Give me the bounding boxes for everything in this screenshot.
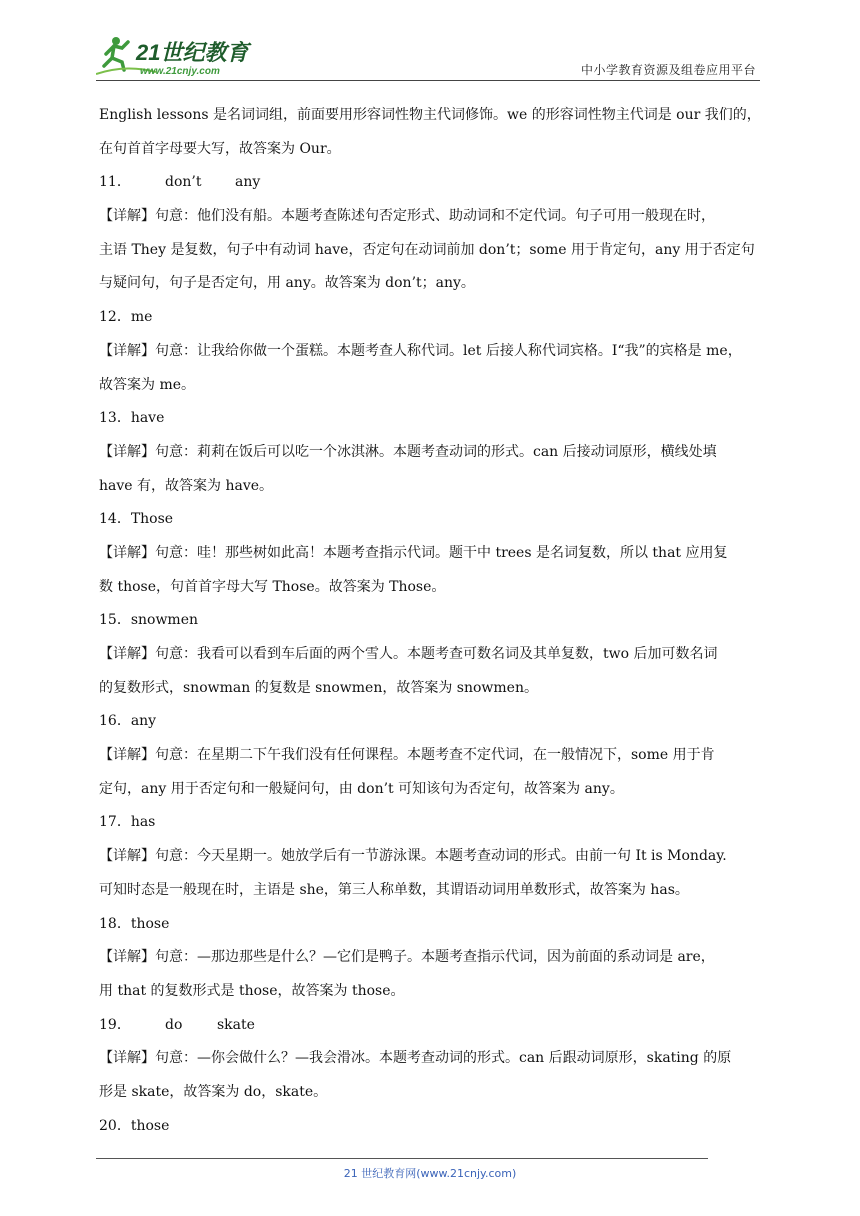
footer-divider [96,1158,708,1159]
text-line: 【详解】句意：今天星期一。她放学后有一节游泳课。本题考查动词的形式。由前一句 It is Monday. [99,848,727,865]
text-line: 17．has [99,814,156,831]
text-line: 主语 They 是复数，句子中有动词 have，否定句在动词前加 don’t；some 用于肯定句，any 用于否定句 [99,241,755,258]
text-line: 定句，any 用于否定句和一般疑问句，由 don’t 可知该句为否定句，故答案为 any。 [99,780,624,797]
answer-line: 11． don’t any [99,174,261,191]
text-line: 的复数形式，snowman 的复数是 snowmen，故答案为 snowmen。 [99,679,538,696]
text-line: 【详解】句意：在星期二下午我们没有任何课程。本题考查不定代词，在一般情况下，some 用于肯 [99,747,715,764]
text-line: 20．those [99,1117,170,1134]
text-line: 【详解】句意：—那边那些是什么？—它们是鸭子。本题考查指示代词，因为前面的系动词是 are， [99,949,715,966]
svg-text:www.21cnjy.com: www.21cnjy.com [140,66,220,77]
text-line: 16．any [99,713,157,730]
text-line: 12．me [99,309,153,326]
text-line: 与疑问句，句子是否定句，用 any。故答案为 don’t；any。 [99,275,475,292]
text-line: 【详解】句意：莉莉在饭后可以吃一个冰淇淋。本题考查动词的形式。can 后接动词原形，横线处填 [99,443,717,460]
text-line: 形是 skate，故答案为 do，skate。 [99,1083,328,1100]
footer-link[interactable]: 21 世纪教育网(www.21cnjy.com) [343,1167,517,1180]
text-line: 在句首首字母要大写，故答案为 Our。 [99,140,341,157]
text-line: 【详解】句意：让我给你做一个蛋糕。本题考查人称代词。let 后接人称代词宾格。I“我”的宾格是 me， [99,342,742,359]
text-line: 【详解】句意：我看可以看到车后面的两个雪人。本题考查可数名词及其单复数，two 后加可数名词 [99,646,718,662]
text-line: 可知时态是一般现在时，主语是 she，第三人称单数，其谓语动词用单数形式，故答案为 has。 [99,881,689,898]
answer-explanations [99,104,763,1148]
header-divider [96,80,760,81]
page-header [0,0,860,90]
text-line: 用 that 的复数形式是 those，故答案为 those。 [99,982,405,999]
text-line: 13．have [99,410,165,427]
text-line: 18．those [99,915,170,932]
text-line: 【详解】句意：他们没有船。本题考查陈述句否定形式、助动词和不定代词。句子可用一般现在时， [99,208,715,225]
svg-text:21世纪教育: 21世纪教育 [136,40,249,65]
text-line: 14．Those [99,511,174,528]
text-line: English lessons 是名词词组，前面要用形容词性物主代词修饰。we 的形容词性物主代词是 our 我们的， [99,107,761,123]
logo-graphic [96,34,266,78]
site-logo[interactable] [96,34,266,78]
answer-line: 19． do skate [99,1016,255,1033]
text-line: 数 those，句首首字母大写 Those。故答案为 Those。 [99,578,446,595]
text-line: 【详解】句意：—你会做什么？—我会滑冰。本题考查动词的形式。can 后跟动词原形，skating 的原 [99,1050,732,1067]
text-line: 【详解】句意：哇！那些树如此高！本题考查指示代词。题干中 trees 是名词复数，所以 that 应用复 [99,544,728,561]
text-line: 15．snowmen [99,612,199,629]
text-line: 故答案为 me。 [99,376,196,393]
site-tagline: 中小学教育资源及组卷应用平台 [580,63,756,77]
text-line: have 有，故答案为 have。 [99,477,274,494]
